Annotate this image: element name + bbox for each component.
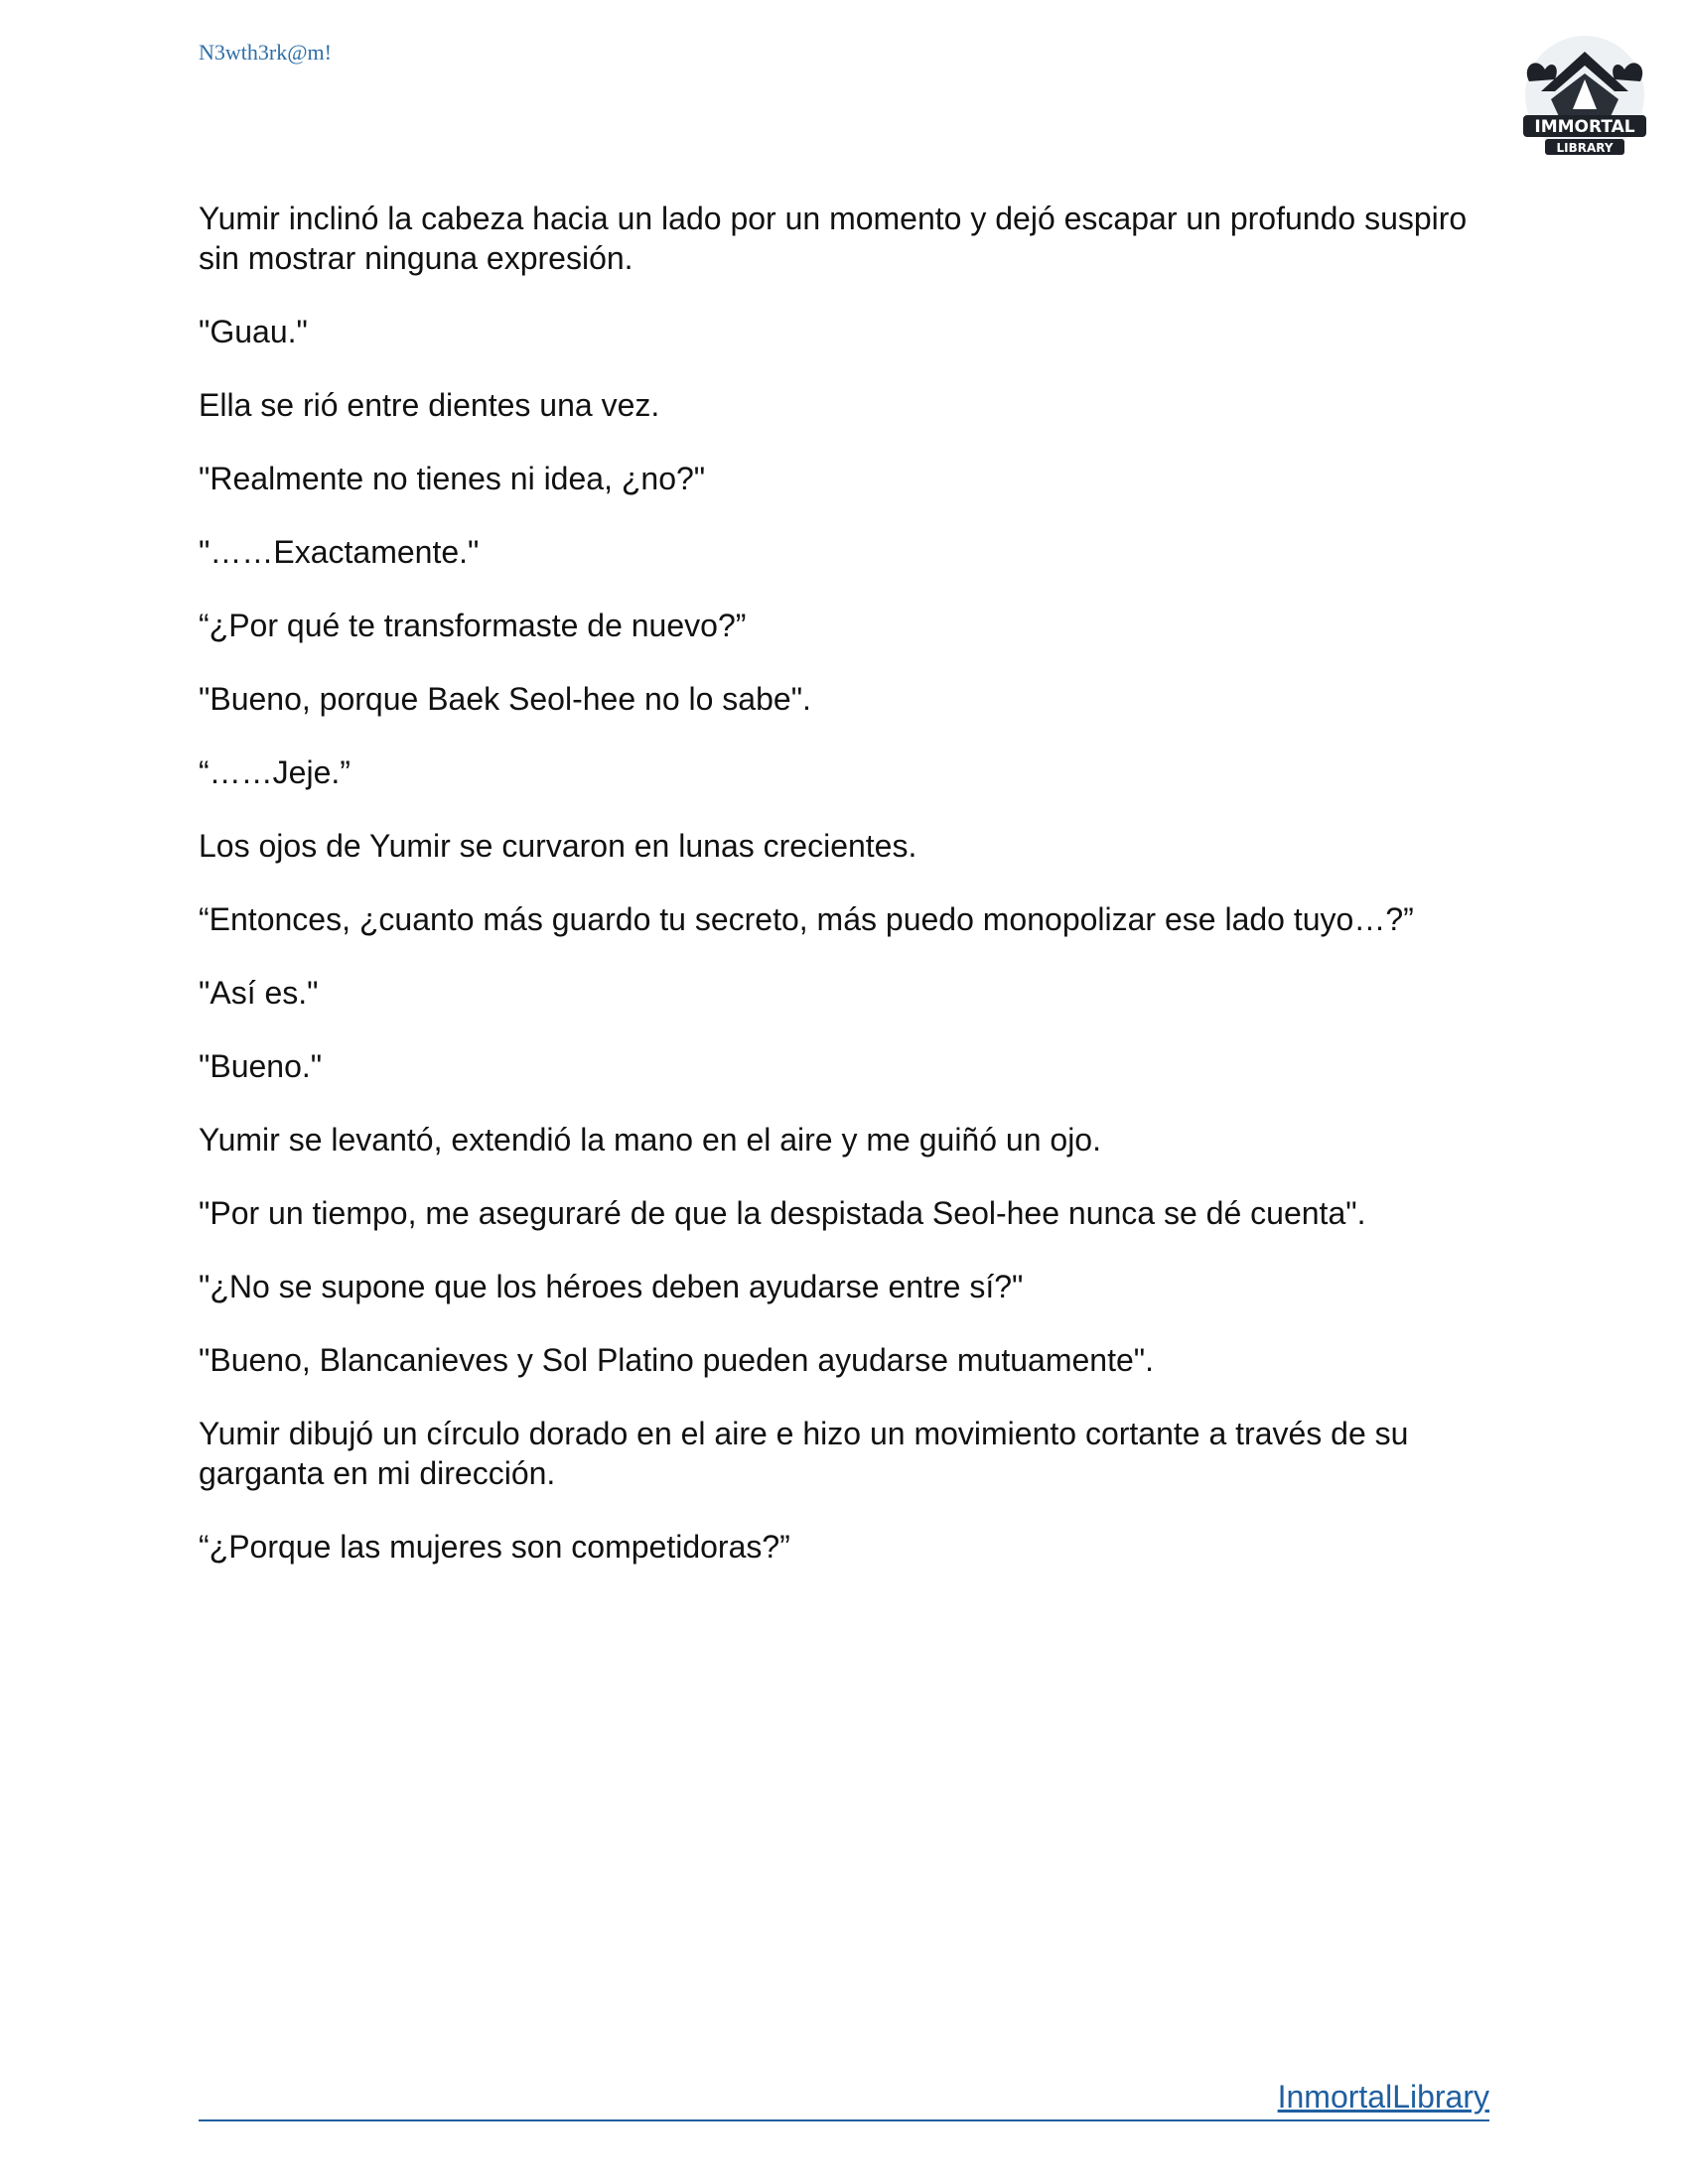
paragraph: “Entonces, ¿cuanto más guardo tu secreto, más puedo monopolizar ese lado tuyo…?”: [199, 901, 1414, 937]
paragraph: "Por un tiempo, me aseguraré de que la despistada Seol-hee nunca se dé cuenta".: [199, 1195, 1366, 1231]
footer-link[interactable]: InmortalLibrary: [1277, 2079, 1489, 2115]
paragraph: Los ojos de Yumir se curvaron en lunas crecientes.: [199, 828, 917, 864]
paragraph: "Bueno, Blancanieves y Sol Platino pueden ayudarse mutuamente".: [199, 1342, 1154, 1378]
paragraph: “¿Por qué te transformaste de nuevo?”: [199, 608, 747, 643]
paragraph: Yumir inclinó la cabeza hacia un lado por un momento y dejó escapar un profundo suspiro sin mostrar ninguna expresión.: [199, 201, 1468, 276]
chapter-text: [199, 199, 1489, 1600]
immortal-library-logo: [1511, 30, 1658, 167]
paragraph: Yumir dibujó un círculo dorado en el aire e hizo un movimiento cortante a través de su garganta en mi dirección.: [199, 1416, 1409, 1491]
header-credit: N3wth3rk@m!: [199, 40, 332, 65]
paragraph: “……Jeje.”: [199, 754, 351, 790]
paragraph: "……Exactamente.": [199, 534, 480, 570]
paragraph: "¿No se supone que los héroes deben ayudarse entre sí?": [199, 1269, 1024, 1304]
paragraph: "Guau.": [199, 314, 308, 349]
paragraph: “¿Porque las mujeres son competidoras?”: [199, 1529, 790, 1565]
paragraph: "Así es.": [199, 975, 319, 1011]
logo-text-bottom: LIBRARY: [1556, 141, 1614, 155]
paragraph: Ella se rió entre dientes una vez.: [199, 387, 660, 423]
paragraph: "Bueno.": [199, 1048, 323, 1084]
paragraph: Yumir se levantó, extendió la mano en el aire y me guiñó un ojo.: [199, 1122, 1101, 1158]
paragraph: "Bueno, porque Baek Seol-hee no lo sabe".: [199, 681, 811, 717]
paragraph: "Realmente no tienes ni idea, ¿no?": [199, 461, 706, 496]
logo-text-top: IMMORTAL: [1534, 117, 1635, 137]
footer-rule: [199, 2119, 1489, 2121]
